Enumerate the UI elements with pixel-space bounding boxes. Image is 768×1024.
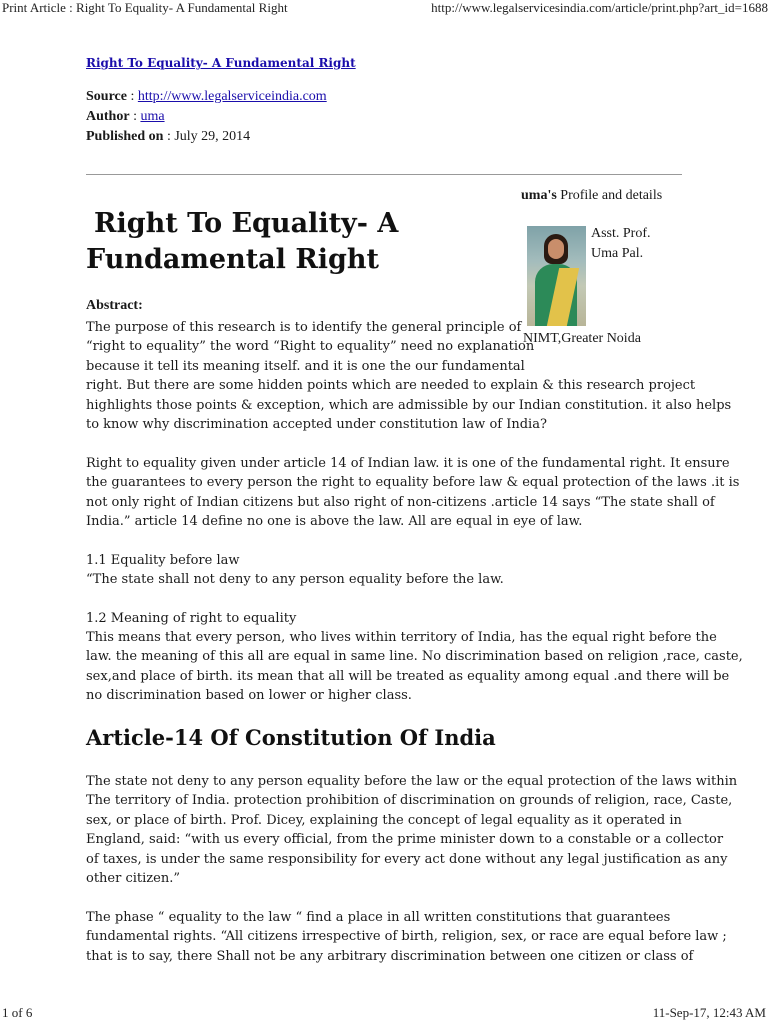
browser-header-title: Print Article : Right To Equality- A Fundamental Right	[2, 0, 288, 15]
text-line: other citizen.”	[86, 871, 180, 887]
browser-header-url: http://www.legalservicesindia.com/article/print.php?art_id=1688	[431, 0, 768, 15]
text-line: no discrimination based on lower or higher class.	[86, 688, 412, 704]
text-line: fundamental rights. “All citizens irrespective of birth, religion, sex, or race are equal before law ;	[86, 929, 727, 945]
profile-institution: NIMT,Greater Noida	[523, 331, 641, 346]
page-title-line-1: Right To Equality- A	[94, 208, 399, 239]
profile-author-name: uma's	[521, 188, 557, 203]
print-timestamp: 11-Sep-17, 12:43 AM	[652, 1005, 766, 1020]
text-line: right. But there are some hidden points which are needed to explain & this research project	[86, 378, 696, 394]
text-line: The territory of India. protection prohibition of discrimination on grounds of religion, race, Caste,	[86, 793, 733, 809]
text-line: India.” article 14 define no one is above the law. All are equal in eye of law.	[86, 514, 583, 530]
page-title	[86, 206, 416, 278]
author-row: Author : uma	[86, 109, 165, 124]
profile-title: Asst. Prof.	[591, 226, 651, 241]
published-label: Published on	[86, 129, 164, 144]
section-1-1-quote: “The state shall not deny to any person equality before the law.	[86, 572, 504, 587]
profile-heading-rest: Profile and details	[556, 188, 663, 203]
text-line: law. the meaning of this all are equal in same line. No discrimination based on religion ,race, caste,	[86, 649, 743, 665]
header-divider	[86, 174, 682, 175]
source-row: Source : http://www.legalserviceindia.com	[86, 89, 327, 104]
page-counter: 1 of 6	[2, 1005, 33, 1020]
source-label: Source	[86, 89, 127, 104]
article-title-link[interactable]: Right To Equality- A Fundamental Right	[86, 56, 356, 70]
section-1-2-heading: 1.2 Meaning of right to equality	[86, 611, 297, 626]
article-14-heading: Article-14 Of Constitution Of India	[86, 725, 496, 750]
phrase-paragraph	[86, 908, 727, 966]
text-line: of taxes, is under the same responsibility for every act done without any legal justification as any	[86, 851, 728, 867]
text-line: Right to equality given under article 14 of Indian law. it is one of the fundamental right. It ensure	[86, 456, 730, 471]
text-line: that is to say, there Shall not be any arbitrary discrimination between one citizen or class of	[86, 948, 694, 964]
author-label: Author	[86, 109, 130, 124]
text-line: not only right of Indian citizens but also right of non-citizens .article 14 says “The state shall of	[86, 494, 715, 510]
author-photo	[527, 226, 586, 326]
text-line: The purpose of this research is to identify the general principle of	[86, 320, 522, 335]
text-line: sex, or place of birth. Prof. Dicey, explaining the concept of legal equality as it operated in	[86, 812, 682, 828]
article-meta-block	[86, 52, 686, 147]
author-link[interactable]: uma	[140, 109, 165, 124]
abstract-label: Abstract:	[86, 298, 143, 313]
text-line: to know why discrimination accepted under constitution law of India?	[86, 417, 547, 433]
text-line: the guarantees to every person the right to equality before law & equal protection of the laws .it is	[86, 475, 740, 491]
intro-paragraph	[86, 454, 740, 532]
text-line: highlights those points & exception, which are admissible by our Indian constitution. it also helps	[86, 397, 732, 413]
text-line: sex,and place of birth. its mean that all will be treated as equality among equal .and there will be	[86, 668, 730, 684]
profile-heading	[521, 188, 662, 204]
text-line: The state not deny to any person equality before the law or the equal protection of the laws within	[86, 774, 738, 789]
article-14-paragraph	[86, 772, 738, 888]
article-meta	[86, 87, 686, 147]
page-title-line-2: Fundamental Right	[86, 244, 380, 275]
text-line: because it tell its meaning itself. and it is one the our fundamental	[86, 358, 525, 374]
profile-name-block	[591, 224, 651, 264]
text-line: This means that every person, who lives within territory of India, has the equal right before the	[86, 630, 717, 645]
text-line: The phase “ equality to the law “ find a place in all written constitutions that guarantees	[86, 910, 671, 925]
profile-name: Uma Pal.	[591, 246, 644, 261]
text-line: “right to equality” the word “Right to equality” need no explanation	[86, 339, 535, 355]
text-line: England, said: “with us every official, from the prime minister down to a constable or a collector	[86, 832, 724, 848]
published-row: Published on : July 29, 2014	[86, 129, 251, 144]
published-date: July 29, 2014	[174, 129, 251, 144]
source-link[interactable]: http://www.legalserviceindia.com	[137, 89, 327, 104]
abstract-paragraph	[86, 318, 732, 434]
section-1-2-paragraph	[86, 628, 743, 706]
section-1-1-heading: 1.1 Equality before law	[86, 553, 240, 568]
